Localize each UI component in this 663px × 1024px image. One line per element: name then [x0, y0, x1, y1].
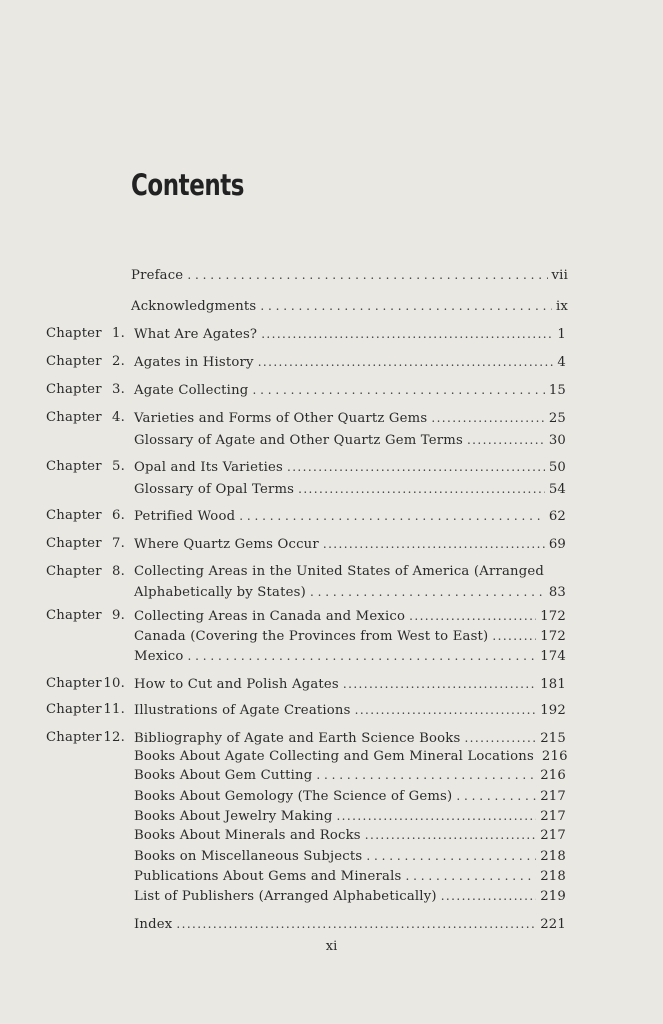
entry-title: Opal and Its Varieties	[134, 460, 283, 475]
toc-entry	[0, 846, 663, 866]
toc-entry	[0, 866, 663, 886]
dot-leader	[467, 430, 545, 450]
page-ref: 69	[548, 537, 566, 552]
entry-title-continued: Alphabetically by States)	[134, 585, 306, 600]
toc-entry	[0, 886, 663, 906]
dot-leader	[187, 265, 547, 285]
chapter-label: Chapter	[46, 326, 102, 341]
toc-entry	[0, 506, 663, 526]
entry-title: Varieties and Forms of Other Quartz Gems	[134, 411, 428, 426]
toc-entry	[0, 479, 663, 499]
dot-leader	[258, 352, 554, 372]
dot-leader	[336, 806, 536, 826]
toc-entry	[0, 296, 663, 316]
toc-entry	[0, 700, 663, 720]
toc-entry	[0, 324, 663, 344]
toc-entry	[0, 806, 663, 826]
page-title: Contents	[131, 168, 245, 202]
page-ref: 217	[540, 789, 566, 804]
chapter-label: Chapter	[46, 382, 102, 397]
entry-title: Acknowledgments	[131, 299, 257, 314]
entry-title: Books About Gem Cutting	[134, 768, 313, 783]
toc-entry	[0, 352, 663, 372]
toc-entry	[0, 825, 663, 845]
entry-title: Canada (Covering the Provinces from West to East)	[134, 629, 489, 644]
chapter-label: Chapter	[46, 536, 102, 551]
page-ref: 4	[557, 355, 566, 370]
entry-title: Books About Minerals and Rocks	[134, 828, 361, 843]
chapter-label: Chapter	[46, 608, 102, 623]
dot-leader	[365, 825, 536, 845]
dot-leader	[441, 886, 537, 906]
chapter-number: 2.	[112, 354, 125, 369]
entry-title: Mexico	[134, 649, 184, 664]
page-ref: 30	[548, 433, 566, 448]
toc-entry	[0, 606, 663, 626]
dot-leader	[261, 324, 553, 344]
entry-title: List of Publishers (Arranged Alphabetically)	[134, 889, 437, 904]
entry-title: How to Cut and Polish Agates	[134, 677, 339, 692]
page-ref: 192	[540, 703, 566, 718]
toc-entry	[0, 430, 663, 450]
page-ref: 172	[540, 629, 566, 644]
chapter-number: 8.	[112, 564, 125, 579]
dot-leader	[298, 479, 545, 499]
page-ref: 215	[540, 731, 566, 746]
dot-leader	[405, 866, 536, 886]
chapter-label: Chapter	[46, 676, 102, 691]
dot-leader	[464, 728, 536, 748]
toc-entry	[0, 646, 663, 666]
page-ref: 54	[548, 482, 566, 497]
chapter-label: Chapter	[46, 459, 102, 474]
page-ref: 217	[540, 828, 566, 843]
dot-leader	[409, 606, 536, 626]
chapter-number: 7.	[112, 536, 125, 551]
chapter-number: 3.	[112, 382, 125, 397]
toc-entry	[0, 408, 663, 428]
chapter-number: 10.	[103, 676, 125, 691]
page-ref: 216	[541, 749, 568, 764]
page-ref: 50	[548, 460, 566, 475]
chapter-label: Chapter	[46, 508, 102, 523]
chapter-number: 11.	[103, 702, 125, 717]
chapter-label: Chapter	[46, 354, 102, 369]
chapter-number: 5.	[112, 459, 125, 474]
page-ref: 25	[548, 411, 566, 426]
entry-title: Collecting Areas in the United States of America (Arranged	[134, 564, 544, 579]
toc-entry	[0, 457, 663, 477]
dot-leader	[176, 914, 536, 934]
page-ref: 218	[540, 849, 566, 864]
entry-title: Agates in History	[134, 355, 254, 370]
chapter-number: 6.	[112, 508, 125, 523]
dot-leader	[188, 646, 537, 666]
chapter-number: 4.	[112, 410, 125, 425]
dot-leader	[310, 582, 545, 602]
page-ref: 217	[540, 809, 566, 824]
entry-title: What Are Agates?	[134, 327, 258, 342]
entry-title: Books About Gemology (The Science of Gems)	[134, 789, 453, 804]
entry-title: Agate Collecting	[134, 383, 249, 398]
entry-title: Collecting Areas in Canada and Mexico	[134, 609, 406, 624]
page-ref: 174	[540, 649, 566, 664]
page-ref: vii	[551, 268, 568, 283]
page-ref: 216	[540, 768, 566, 783]
page-ref: ix	[555, 299, 568, 314]
page-number: xi	[325, 939, 338, 954]
chapter-number: 12.	[103, 730, 125, 745]
entry-title: Books About Jewelry Making	[134, 809, 333, 824]
toc-entry	[0, 746, 663, 766]
dot-leader	[366, 846, 536, 866]
chapter-label: Chapter	[46, 702, 102, 717]
chapter-number: 1.	[112, 326, 125, 341]
toc-entry	[0, 914, 663, 934]
dot-leader	[260, 296, 552, 316]
dot-leader	[323, 534, 545, 554]
toc-entry	[0, 728, 663, 748]
toc-entry	[0, 380, 663, 400]
dot-leader	[316, 765, 536, 785]
entry-title: Bibliography of Agate and Earth Science Books	[134, 731, 461, 746]
toc-entry	[0, 765, 663, 785]
entry-title: Petrified Wood	[134, 509, 236, 524]
toc-entry	[0, 786, 663, 806]
page-ref: 62	[548, 509, 566, 524]
entry-title: Glossary of Opal Terms	[134, 482, 295, 497]
page-ref: 219	[540, 889, 566, 904]
toc-entry	[0, 534, 663, 554]
dot-leader	[355, 700, 537, 720]
page-ref: 15	[548, 383, 566, 398]
page-ref: 221	[540, 917, 566, 932]
page-ref: 218	[540, 869, 566, 884]
page-ref: 181	[540, 677, 566, 692]
entry-title: Index	[134, 917, 173, 932]
entry-title: Preface	[131, 268, 184, 283]
toc-entry	[0, 562, 663, 582]
entry-title: Books on Miscellaneous Subjects	[134, 849, 363, 864]
dot-leader	[456, 786, 536, 806]
entry-title: Illustrations of Agate Creations	[134, 703, 351, 718]
page-ref: 172	[540, 609, 566, 624]
entry-title: Where Quartz Gems Occur	[134, 537, 319, 552]
chapter-label: Chapter	[46, 410, 102, 425]
toc-entry-continuation	[0, 582, 663, 602]
entry-title: Books About Agate Collecting and Gem Mineral Locations	[134, 749, 534, 764]
dot-leader	[239, 506, 545, 526]
toc-entry	[0, 626, 663, 646]
dot-leader	[252, 380, 544, 400]
entry-title: Publications About Gems and Minerals	[134, 869, 402, 884]
dot-leader	[343, 674, 536, 694]
chapter-label: Chapter	[46, 564, 102, 579]
toc-entry	[0, 265, 663, 285]
dot-leader	[287, 457, 545, 477]
entry-title: Glossary of Agate and Other Quartz Gem Terms	[134, 433, 463, 448]
dot-leader	[492, 626, 536, 646]
page-ref: 1	[557, 327, 566, 342]
dot-leader	[431, 408, 544, 428]
toc-entry	[0, 674, 663, 694]
chapter-number: 9.	[112, 608, 125, 623]
page-ref: 83	[548, 585, 566, 600]
chapter-label: Chapter	[46, 730, 102, 745]
